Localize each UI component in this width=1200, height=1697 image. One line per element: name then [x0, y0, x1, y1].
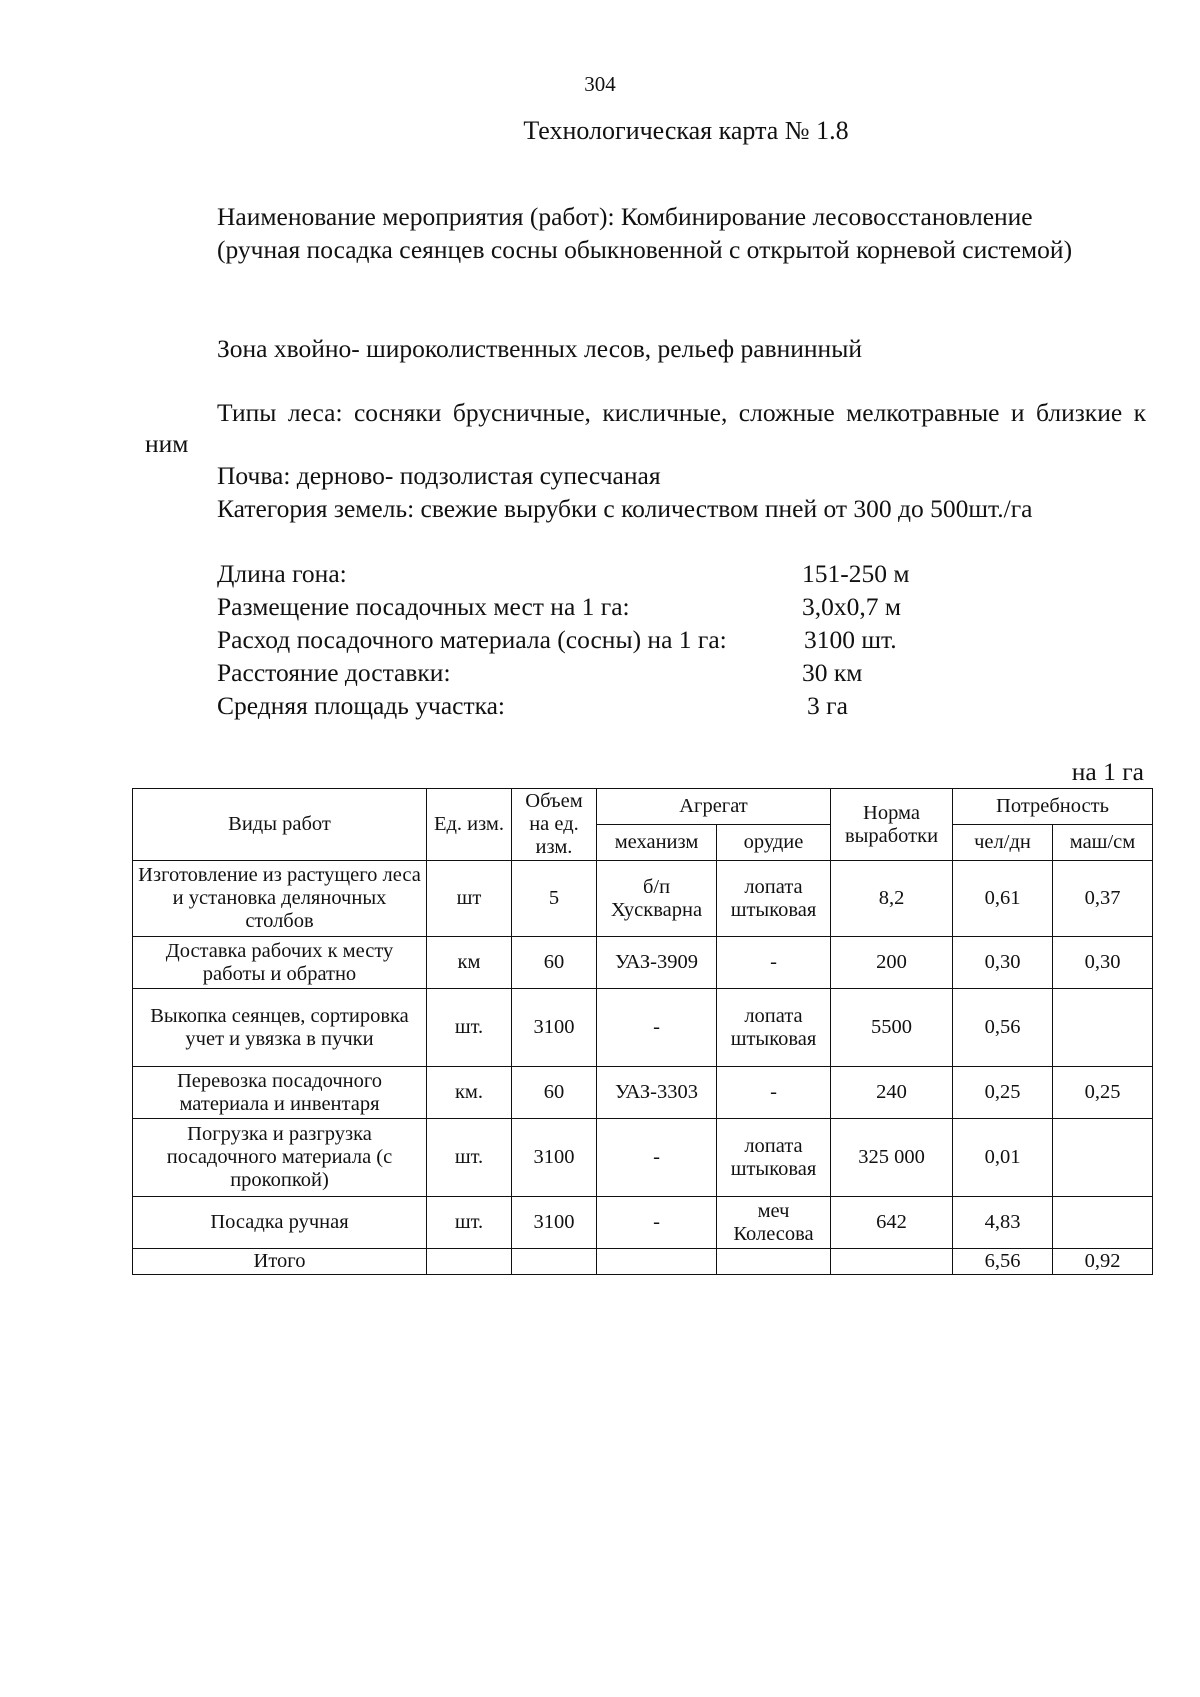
param-label: Средняя площадь участка:: [217, 691, 506, 720]
total-empty-cell: [512, 1249, 597, 1275]
header-volume: Объем на ед. изм.: [512, 789, 597, 861]
cell-mechanism: -: [597, 1119, 717, 1197]
cell-man-days: 0,01: [953, 1119, 1053, 1197]
cell-mechanism: -: [597, 989, 717, 1067]
cell-unit: км: [427, 937, 512, 989]
table-row: [133, 989, 1153, 1067]
table-total-row: [133, 1249, 1153, 1275]
param-value: 30 км: [802, 658, 863, 687]
total-man-days: 6,56: [953, 1249, 1053, 1275]
forest-types-text: Типы леса: сосняки брусничные, кисличные, сложные мелкотравные и близкие к ним: [145, 398, 1146, 458]
cell-norm: 325 000: [831, 1119, 953, 1197]
cell-work: Погрузка и разгрузка посадочного материала (с прокопкой): [133, 1119, 427, 1197]
cell-man-days: 0,30: [953, 937, 1053, 989]
header-mechanism: механизм: [597, 825, 717, 861]
cell-tool: лопата штыковая: [717, 1119, 831, 1197]
cell-machine-shifts: 0,25: [1053, 1067, 1153, 1119]
cell-mechanism: б/п Хускварна: [597, 861, 717, 937]
cell-volume: 5: [512, 861, 597, 937]
cell-volume: 3100: [512, 989, 597, 1067]
total-empty-cell: [597, 1249, 717, 1275]
table-row: [133, 1067, 1153, 1119]
table-row: [133, 1197, 1153, 1249]
param-label: Размещение посадочных мест на 1 га:: [217, 592, 630, 621]
cell-norm: 240: [831, 1067, 953, 1119]
land-category-text: Категория земель: свежие вырубки с количеством пней от 300 до 500шт./га: [217, 494, 1033, 523]
param-row: [217, 691, 1117, 723]
cell-unit: шт.: [427, 989, 512, 1067]
cell-mechanism: -: [597, 1197, 717, 1249]
cell-man-days: 0,25: [953, 1067, 1053, 1119]
cell-machine-shifts: [1053, 1119, 1153, 1197]
table-row: [133, 861, 1153, 937]
document-title: Технологическая карта № 1.8: [523, 116, 849, 145]
table-row: [133, 1119, 1153, 1197]
event-line2: (ручная посадка сеянцев сосны обыкновенной с открытой корневой системой): [217, 235, 1073, 264]
cell-work: Посадка ручная: [133, 1197, 427, 1249]
soil-text: Почва: дерново- подзолистая супесчаная: [217, 461, 661, 490]
cell-unit: шт: [427, 861, 512, 937]
param-label: Расстояние доставки:: [217, 658, 451, 687]
cell-volume: 3100: [512, 1197, 597, 1249]
total-label: Итого: [133, 1249, 427, 1275]
cell-unit: шт.: [427, 1197, 512, 1249]
total-machine-shifts: 0,92: [1053, 1249, 1153, 1275]
param-row: [217, 592, 1117, 624]
cell-tool: лопата штыковая: [717, 989, 831, 1067]
param-label: Длина гона:: [217, 559, 347, 588]
header-need: Потребность: [953, 789, 1153, 825]
cell-man-days: 0,61: [953, 861, 1053, 937]
cell-man-days: 0,56: [953, 989, 1053, 1067]
header-tool: орудие: [717, 825, 831, 861]
cell-norm: 642: [831, 1197, 953, 1249]
cell-machine-shifts: [1053, 1197, 1153, 1249]
cell-volume: 3100: [512, 1119, 597, 1197]
cell-tool: -: [717, 1067, 831, 1119]
header-aggregate: Агрегат: [597, 789, 831, 825]
cell-unit: шт.: [427, 1119, 512, 1197]
cell-mechanism: УАЗ-3909: [597, 937, 717, 989]
total-empty-cell: [427, 1249, 512, 1275]
param-row: [217, 658, 1117, 690]
cell-unit: км.: [427, 1067, 512, 1119]
page-number: 304: [584, 72, 616, 96]
total-empty-cell: [831, 1249, 953, 1275]
param-label: Расход посадочного материала (сосны) на 1 га:: [217, 625, 727, 654]
event-line1: Наименование мероприятия (работ): Комбинирование лесовосстановление: [217, 202, 1033, 231]
param-value: 3,0х0,7 м: [802, 592, 902, 621]
param-value: 3 га: [807, 691, 848, 720]
cell-norm: 200: [831, 937, 953, 989]
cell-tool: меч Колесова: [717, 1197, 831, 1249]
cell-work: Перевозка посадочного материала и инвентаря: [133, 1067, 427, 1119]
header-machine-shifts: маш/см: [1053, 825, 1153, 861]
cell-machine-shifts: 0,30: [1053, 937, 1153, 989]
header-norm: Норма выработки: [831, 789, 953, 861]
param-row: [217, 625, 1117, 657]
cell-work: Доставка рабочих к месту работы и обратно: [133, 937, 427, 989]
param-row: [217, 559, 1117, 591]
cell-norm: 8,2: [831, 861, 953, 937]
cell-norm: 5500: [831, 989, 953, 1067]
param-value: 151-250 м: [802, 559, 910, 588]
cell-work: Выкопка сеянцев, сортировка учет и увязка в пучки: [133, 989, 427, 1067]
cell-volume: 60: [512, 1067, 597, 1119]
cell-machine-shifts: 0,37: [1053, 861, 1153, 937]
cell-machine-shifts: [1053, 989, 1153, 1067]
zone-text: Зона хвойно- широколиственных лесов, рельеф равнинный: [217, 334, 862, 363]
header-works: Виды работ: [133, 789, 427, 861]
works-table: [132, 788, 1153, 1275]
table-row: [133, 937, 1153, 989]
cell-mechanism: УАЗ-3303: [597, 1067, 717, 1119]
cell-man-days: 4,83: [953, 1197, 1053, 1249]
cell-tool: лопата штыковая: [717, 861, 831, 937]
per-hectare-note: на 1 га: [1071, 757, 1144, 786]
cell-work: Изготовление из растущего леса и установка деляночных столбов: [133, 861, 427, 937]
table-header-row: [133, 789, 1153, 825]
header-man-days: чел/дн: [953, 825, 1053, 861]
param-value: 3100 шт.: [804, 625, 897, 654]
total-empty-cell: [717, 1249, 831, 1275]
cell-tool: -: [717, 937, 831, 989]
header-unit: Ед. изм.: [427, 789, 512, 861]
cell-volume: 60: [512, 937, 597, 989]
